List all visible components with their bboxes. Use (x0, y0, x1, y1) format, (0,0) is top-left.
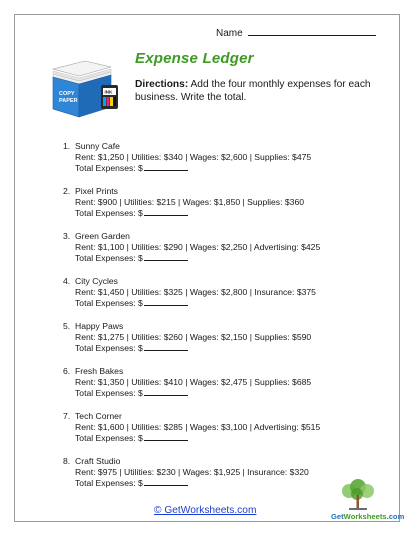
list-item (63, 186, 393, 231)
item-number: 4. (63, 276, 71, 286)
list-item (63, 321, 393, 366)
directions-label: Directions: (135, 79, 189, 90)
logo-get: Get (331, 512, 344, 521)
item-number: 7. (63, 411, 71, 421)
tree-logo-icon (331, 479, 389, 513)
logo-suffix: .com (386, 512, 405, 521)
answer-blank (144, 163, 188, 171)
answer-blank (144, 433, 188, 441)
item-number: 2. (63, 186, 71, 196)
expense-details: Rent: $1,600 | Utilities: $285 | Wages: $3,100 | Advertising: $515 (75, 421, 321, 432)
name-blank (248, 26, 376, 36)
total-label: Total Expenses: $ (75, 207, 143, 218)
list-item (63, 141, 393, 186)
answer-blank (144, 253, 188, 261)
answer-blank (144, 208, 188, 216)
expense-details: Rent: $1,275 | Utilities: $260 | Wages: $2,150 | Supplies: $590 (75, 331, 312, 342)
business-name: Craft Studio (75, 456, 121, 466)
ink-label: INK (104, 89, 113, 95)
box-label-1: COPY (59, 91, 75, 97)
answer-blank (144, 388, 188, 396)
getworksheets-logo (331, 512, 404, 521)
total-label: Total Expenses: $ (75, 432, 143, 443)
total-label: Total Expenses: $ (75, 252, 143, 263)
item-number: 5. (63, 321, 71, 331)
page-title: Expense Ledger (135, 50, 254, 67)
directions-text: Add the four monthly expenses for each business. Write the total. (135, 79, 371, 103)
answer-blank (144, 298, 188, 306)
total-label: Total Expenses: $ (75, 387, 143, 398)
expense-details: Rent: $1,350 | Utilities: $410 | Wages: $2,475 | Supplies: $685 (75, 376, 312, 387)
list-item (63, 366, 393, 411)
business-name: Sunny Cafe (75, 141, 120, 151)
total-label: Total Expenses: $ (75, 477, 143, 488)
total-label: Total Expenses: $ (75, 342, 143, 353)
business-name: Happy Paws (75, 321, 124, 331)
name-field (216, 26, 376, 39)
expense-details: Rent: $975 | Utilities: $230 | Wages: $1,925 | Insurance: $320 (75, 466, 309, 477)
box-label-2: PAPER (59, 98, 78, 104)
answer-blank (144, 343, 188, 351)
total-label: Total Expenses: $ (75, 297, 143, 308)
business-name: Fresh Bakes (75, 366, 124, 376)
copy-paper-ink-icon (49, 55, 121, 121)
worksheet-page (14, 14, 405, 522)
list-item (63, 276, 393, 321)
item-number: 6. (63, 366, 71, 376)
expense-details: Rent: $1,450 | Utilities: $325 | Wages: $2,800 | Insurance: $375 (75, 286, 316, 297)
expense-details: Rent: $900 | Utilities: $215 | Wages: $1,850 | Supplies: $360 (75, 196, 305, 207)
list-item (63, 411, 393, 456)
total-label: Total Expenses: $ (75, 162, 143, 173)
name-label: Name (216, 28, 243, 39)
logo-worksheets: Worksheets (343, 512, 387, 521)
expense-list (63, 141, 393, 501)
item-number: 8. (63, 456, 71, 466)
expense-details: Rent: $1,100 | Utilities: $290 | Wages: $2,250 | Advertising: $425 (75, 241, 321, 252)
business-name: Green Garden (75, 231, 130, 241)
directions (135, 78, 393, 104)
business-name: City Cycles (75, 276, 118, 286)
expense-details: Rent: $1,250 | Utilities: $340 | Wages: $2,600 | Supplies: $475 (75, 151, 312, 162)
item-number: 3. (63, 231, 71, 241)
answer-blank (144, 478, 188, 486)
copyright-link[interactable]: © GetWorksheets.com (154, 505, 257, 516)
list-item (63, 231, 393, 276)
item-number: 1. (63, 141, 71, 151)
business-name: Tech Corner (75, 411, 122, 421)
business-name: Pixel Prints (75, 186, 118, 196)
